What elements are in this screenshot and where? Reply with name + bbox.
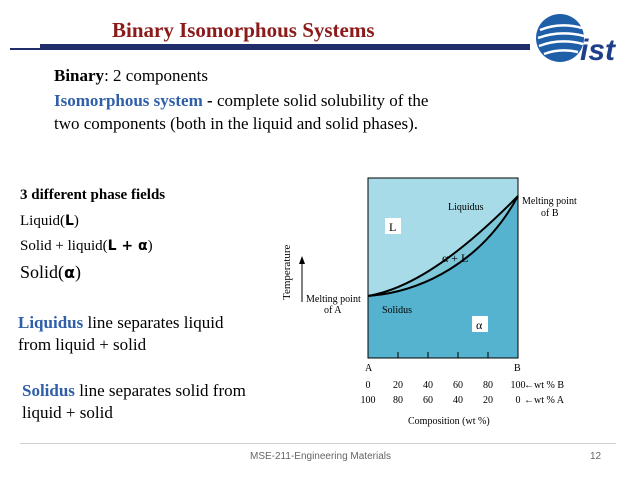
wt-b-unit: ←wt % B xyxy=(524,380,564,391)
title-underline xyxy=(10,48,530,50)
phase-solid-symbol: α xyxy=(64,263,76,282)
region-alpha-l-label: α + L xyxy=(442,251,469,265)
phase-mixed-suffix: ) xyxy=(147,238,153,254)
isomorphous-dash: - xyxy=(202,91,217,110)
phase-solid-prefix: Solid( xyxy=(20,262,65,282)
phase-mixed xyxy=(20,238,153,255)
footer-course: MSE-211-Engineering Materials xyxy=(250,451,391,462)
isomorphous-definition xyxy=(54,91,428,111)
wt-a-tick-label: 20 xyxy=(483,395,493,406)
phase-liquid-suffix: ) xyxy=(73,213,79,229)
binary-term: Binary xyxy=(54,66,105,85)
phase-liquid-prefix: Liquid( xyxy=(20,213,65,229)
solidus-desc-cont: liquid + solid xyxy=(22,403,113,422)
solidus-desc: line separates solid from xyxy=(74,381,246,400)
wt-a-tick-label: 100 xyxy=(360,395,376,406)
x-axis-label: Composition (wt %) xyxy=(408,416,490,427)
binary-desc: : 2 components xyxy=(104,66,208,85)
phase-solid xyxy=(20,262,81,283)
liquidus-desc: line separates liquid xyxy=(83,313,224,332)
mp-a-label-2: of A xyxy=(324,305,342,316)
wt-a-tick-label: 60 xyxy=(423,395,433,406)
footer-rule xyxy=(20,443,616,444)
wt-b-ticks xyxy=(366,380,526,391)
liquidus-term: Liquidus xyxy=(18,313,84,332)
wt-b-tick-label: 0 xyxy=(365,380,371,391)
mp-b-label: Melting point xyxy=(522,196,577,207)
wt-b-tick-label: 20 xyxy=(393,380,403,391)
phase-mixed-prefix: Solid + liquid( xyxy=(20,238,108,254)
wt-b-tick-label: 40 xyxy=(423,380,433,391)
phase-liquid-symbol: L xyxy=(65,213,74,229)
solidus-note xyxy=(22,380,246,424)
phase-diagram xyxy=(272,172,632,444)
isomorphous-desc: complete solid solubility of the xyxy=(216,91,429,110)
slide-title: Binary Isomorphous Systems xyxy=(112,18,375,42)
wt-b-tick-label: 100 xyxy=(510,380,526,391)
region-alpha-label: α xyxy=(476,318,483,332)
phase-mixed-symbol: L + α xyxy=(107,238,148,254)
wt-a-tick-label: 40 xyxy=(453,395,463,406)
logo-text: ist xyxy=(580,34,616,67)
wt-b-tick-label: 60 xyxy=(453,380,463,391)
liquidus-note xyxy=(18,312,223,356)
wt-a-unit: ←wt % A xyxy=(524,395,564,406)
liquidus-desc-cont: from liquid + solid xyxy=(18,335,147,354)
phase-fields-heading: 3 different phase fields xyxy=(20,187,166,203)
phase-liquid xyxy=(20,213,79,230)
liquidus-label: Liquidus xyxy=(448,202,484,213)
solidus-label: Solidus xyxy=(382,305,413,316)
wt-b-tick-label: 80 xyxy=(483,380,493,391)
mp-a-label: Melting point xyxy=(306,294,361,305)
wt-a-tick-label: 0 xyxy=(515,395,521,406)
title-underline-bar xyxy=(40,44,530,48)
isomorphous-term: Isomorphous system xyxy=(54,91,203,110)
page-number: 12 xyxy=(590,451,602,462)
temperature-arrowhead xyxy=(299,256,305,264)
globe-icon xyxy=(536,14,584,62)
comp-a-label: A xyxy=(365,363,373,374)
wt-a-tick-label: 80 xyxy=(393,395,403,406)
region-l-label: L xyxy=(389,220,397,234)
solidus-term: Solidus xyxy=(22,381,75,400)
comp-b-label: B xyxy=(514,363,521,374)
wt-a-ticks xyxy=(361,395,521,406)
mp-b-label-2: of B xyxy=(541,208,559,219)
y-axis-label: Temperature xyxy=(281,244,293,300)
isomorphous-desc-cont: two components (both in the liquid and solid phases). xyxy=(54,114,419,133)
phase-solid-suffix: ) xyxy=(75,262,82,282)
binary-definition xyxy=(54,66,208,86)
ist-logo xyxy=(530,8,634,68)
